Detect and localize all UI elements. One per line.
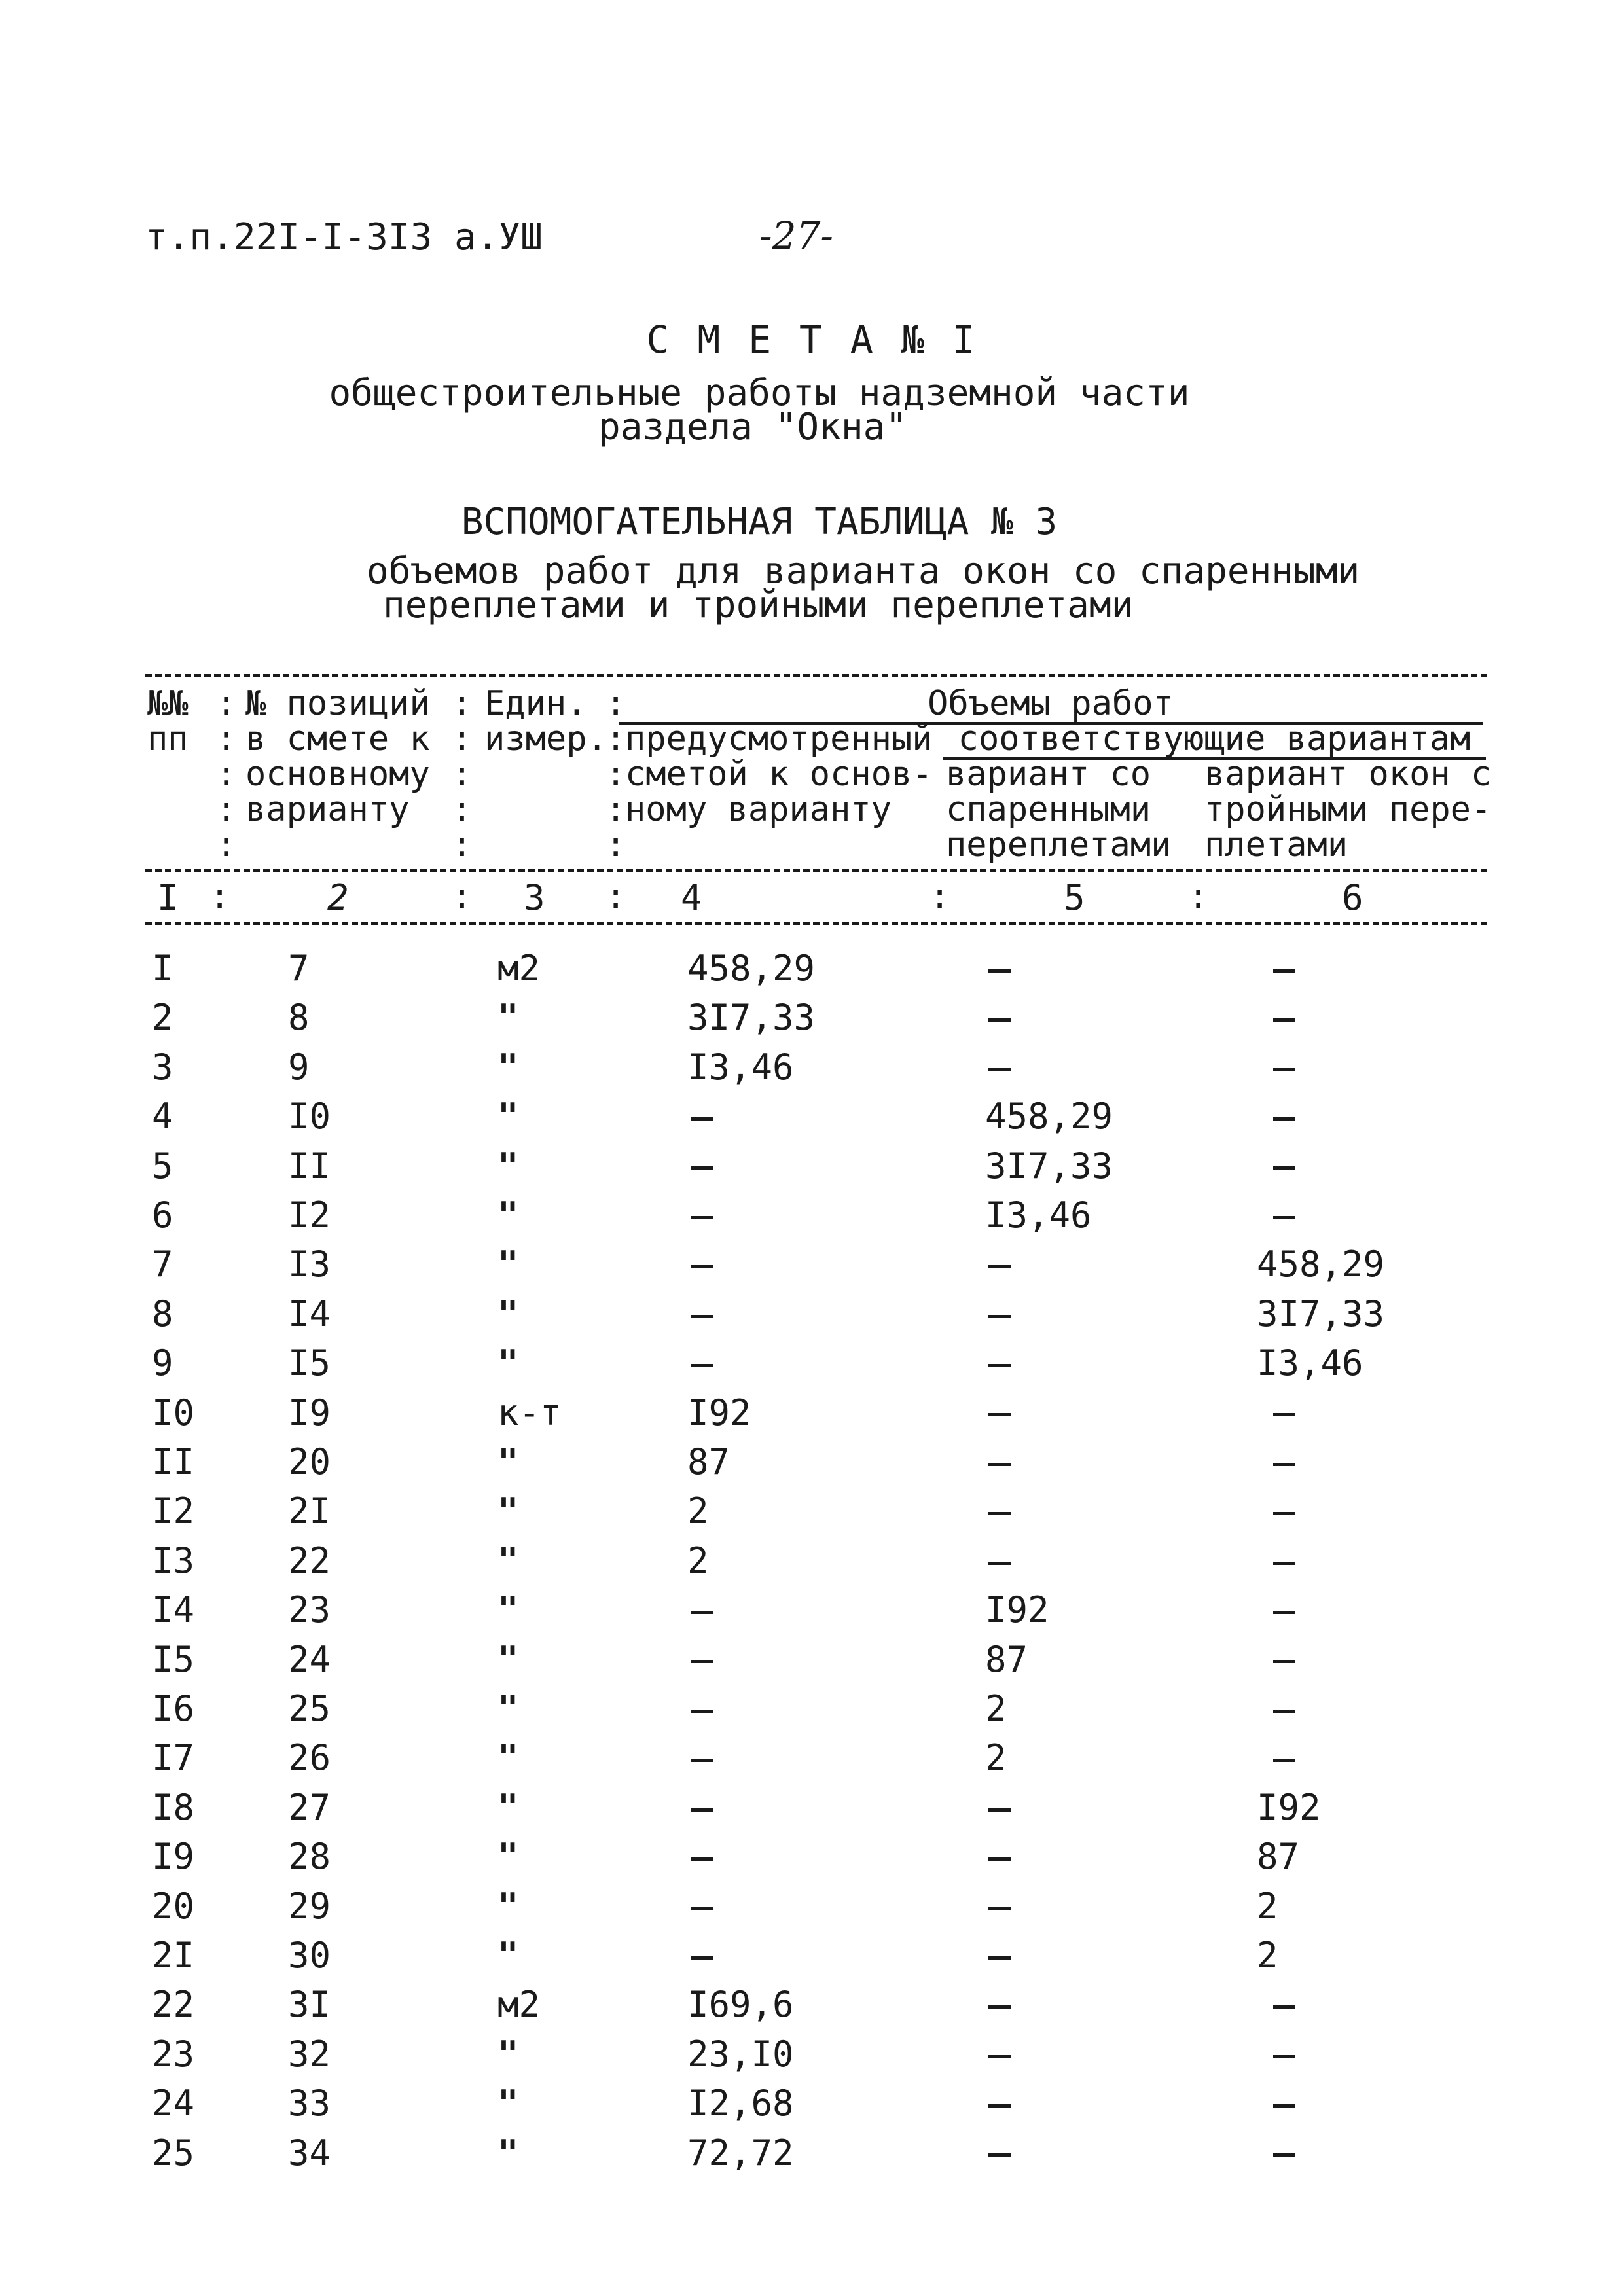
cell-row-number: 22 bbox=[152, 1984, 195, 2026]
cell-row-number: 7 bbox=[152, 1244, 173, 1285]
cell-base-volume: I3,46 bbox=[687, 1046, 794, 1088]
column-header-group: Объемы работ bbox=[928, 684, 1174, 723]
column-separator: : bbox=[929, 877, 950, 916]
cell-position: 24 bbox=[288, 1638, 331, 1680]
cell-position: II bbox=[288, 1145, 331, 1187]
column-header-base-estimate: предусмотренный сметой к основ- ному варианту bbox=[625, 719, 933, 829]
cell-base-volume bbox=[691, 1836, 713, 1877]
cell-triple-volume bbox=[1273, 1441, 1295, 1482]
cell-base-volume bbox=[691, 1589, 713, 1630]
cell-row-number: I2 bbox=[152, 1490, 195, 1532]
cell-position: 34 bbox=[288, 2132, 331, 2174]
cell-paired-volume bbox=[988, 1490, 1011, 1532]
cell-triple-volume bbox=[1273, 1688, 1295, 1729]
cell-base-volume: 2 bbox=[687, 1490, 709, 1532]
cell-paired-volume: 458,29 bbox=[985, 1096, 1113, 1138]
cell-position: 28 bbox=[288, 1836, 331, 1878]
cell-paired-volume: 2 bbox=[985, 1737, 1007, 1779]
cell-triple-volume bbox=[1273, 2132, 1295, 2174]
cell-paired-volume bbox=[988, 1984, 1011, 2025]
column-separator: : : : : : bbox=[452, 684, 473, 865]
cell-triple-volume: 2 bbox=[1257, 1885, 1278, 1927]
column-number: 5 bbox=[1064, 877, 1085, 918]
cell-base-volume: 87 bbox=[687, 1441, 731, 1482]
cell-triple-volume bbox=[1273, 1145, 1295, 1187]
cell-row-number: 5 bbox=[152, 1145, 173, 1187]
document-title: С М Е Т А № I bbox=[646, 317, 978, 362]
cell-position: 7 bbox=[288, 948, 310, 989]
cell-base-volume: 3I7,33 bbox=[687, 997, 816, 1039]
column-header-paired-variant: вариант со спаренными переплетами bbox=[946, 755, 1172, 865]
cell-unit: " bbox=[497, 1836, 519, 1878]
cell-triple-volume bbox=[1273, 2083, 1295, 2124]
cell-row-number: I4 bbox=[152, 1589, 195, 1631]
cell-base-volume bbox=[691, 1737, 713, 1778]
cell-paired-volume: I92 bbox=[985, 1589, 1049, 1631]
cell-unit: " bbox=[497, 997, 519, 1039]
cell-position: 29 bbox=[288, 1885, 331, 1927]
column-separator: : bbox=[605, 877, 626, 916]
cell-unit: " bbox=[497, 1935, 519, 1976]
column-separator: : : : : : bbox=[216, 684, 237, 865]
cell-paired-volume bbox=[988, 1441, 1011, 1482]
cell-base-volume bbox=[691, 1935, 713, 1976]
cell-unit: " bbox=[497, 1539, 519, 1581]
cell-row-number: 4 bbox=[152, 1096, 173, 1138]
cell-base-volume bbox=[691, 1145, 713, 1187]
cell-row-number: 8 bbox=[152, 1293, 173, 1335]
cell-triple-volume bbox=[1273, 948, 1295, 989]
cell-base-volume bbox=[691, 1342, 713, 1384]
cell-row-number: I bbox=[152, 948, 173, 989]
cell-position: 2I bbox=[288, 1490, 331, 1532]
cell-unit: " bbox=[497, 1885, 519, 1927]
table-caption-line1: объемов работ для варианта окон со спаренными bbox=[367, 550, 1360, 592]
cell-triple-volume: I92 bbox=[1257, 1786, 1321, 1828]
cell-paired-volume bbox=[988, 2132, 1011, 2174]
cell-base-volume bbox=[691, 1096, 713, 1137]
document-subtitle-line1: общестроительные работы надземной части bbox=[329, 372, 1190, 414]
cell-paired-volume bbox=[988, 1392, 1011, 1433]
cell-base-volume bbox=[691, 1886, 713, 1927]
cell-base-volume: 23,I0 bbox=[687, 2033, 794, 2075]
cell-triple-volume bbox=[1273, 1984, 1295, 2025]
cell-triple-volume bbox=[1273, 1047, 1295, 1088]
cell-paired-volume: 2 bbox=[985, 1688, 1007, 1729]
cell-position: I0 bbox=[288, 1096, 331, 1138]
cell-row-number: 23 bbox=[152, 2033, 195, 2075]
cell-row-number: 6 bbox=[152, 1194, 173, 1236]
cell-position: 33 bbox=[288, 2083, 331, 2125]
cell-row-number: 9 bbox=[152, 1342, 173, 1384]
cell-unit: м2 bbox=[497, 1984, 541, 2026]
cell-position: I3 bbox=[288, 1244, 331, 1285]
column-separator: : bbox=[1188, 877, 1209, 916]
cell-position: 23 bbox=[288, 1589, 331, 1631]
cell-base-volume: I92 bbox=[687, 1391, 751, 1433]
table-caption-line2: переплетами и тройными переплетами bbox=[383, 584, 1134, 626]
cell-triple-volume: 3I7,33 bbox=[1257, 1293, 1385, 1335]
cell-paired-volume: 87 bbox=[985, 1638, 1028, 1680]
cell-unit: " bbox=[497, 1046, 519, 1088]
cell-row-number: I9 bbox=[152, 1836, 195, 1878]
cell-position: 26 bbox=[288, 1737, 331, 1779]
cell-unit: м2 bbox=[497, 948, 541, 989]
page-number: -27- bbox=[759, 213, 833, 258]
cell-base-volume bbox=[691, 1639, 713, 1680]
cell-row-number: 2 bbox=[152, 997, 173, 1039]
cell-row-number: 2I bbox=[152, 1935, 195, 1976]
cell-base-volume: 72,72 bbox=[687, 2132, 794, 2174]
cell-base-volume bbox=[691, 1787, 713, 1828]
document-code: т.п.22I-I-3I3 а.УШ bbox=[145, 216, 543, 259]
cell-base-volume bbox=[691, 1688, 713, 1729]
cell-paired-volume bbox=[988, 1244, 1011, 1285]
cell-paired-volume bbox=[988, 1787, 1011, 1828]
cell-triple-volume: 458,29 bbox=[1257, 1244, 1385, 1285]
column-number: 3 bbox=[524, 877, 545, 918]
cell-unit: " bbox=[497, 1194, 519, 1236]
cell-unit: " bbox=[497, 1737, 519, 1779]
cell-triple-volume bbox=[1273, 1392, 1295, 1433]
column-header-row-number: №№ пп bbox=[147, 684, 189, 759]
cell-triple-volume: 2 bbox=[1257, 1935, 1278, 1976]
cell-unit: " bbox=[497, 1244, 519, 1285]
column-number-rule bbox=[145, 922, 1487, 925]
cell-paired-volume bbox=[988, 2083, 1011, 2124]
cell-paired-volume bbox=[988, 1935, 1011, 1976]
cell-triple-volume bbox=[1273, 997, 1295, 1038]
cell-base-volume bbox=[691, 1293, 713, 1335]
cell-base-volume: 2 bbox=[687, 1539, 709, 1581]
cell-paired-volume bbox=[988, 1047, 1011, 1088]
cell-triple-volume bbox=[1273, 1490, 1295, 1532]
document-subtitle-line2: раздела "Окна" bbox=[598, 406, 907, 448]
cell-row-number: I7 bbox=[152, 1737, 195, 1779]
cell-base-volume: 458,29 bbox=[687, 948, 816, 989]
cell-row-number: I0 bbox=[152, 1391, 195, 1433]
column-header-position: № позиций в смете к основному варианту bbox=[245, 684, 430, 829]
cell-unit: " bbox=[497, 1293, 519, 1335]
cell-triple-volume bbox=[1273, 1194, 1295, 1236]
cell-paired-volume bbox=[988, 1342, 1011, 1384]
cell-triple-volume bbox=[1273, 1540, 1295, 1581]
column-separator: : bbox=[209, 877, 230, 916]
cell-unit: " bbox=[497, 1441, 519, 1482]
cell-triple-volume bbox=[1273, 1639, 1295, 1680]
column-separator: : : : : : bbox=[605, 684, 626, 865]
cell-row-number: 24 bbox=[152, 2083, 195, 2125]
cell-paired-volume bbox=[988, 1886, 1011, 1927]
cell-position: 27 bbox=[288, 1786, 331, 1828]
cell-row-number: I6 bbox=[152, 1688, 195, 1729]
cell-position: 9 bbox=[288, 1046, 310, 1088]
cell-position: 32 bbox=[288, 2033, 331, 2075]
column-number: I bbox=[157, 877, 179, 918]
cell-paired-volume bbox=[988, 948, 1011, 989]
cell-row-number: I8 bbox=[152, 1786, 195, 1828]
cell-unit: " bbox=[497, 2132, 519, 2174]
cell-position: 25 bbox=[288, 1688, 331, 1729]
column-header-triple-variant: вариант окон с тройными пере- плетами bbox=[1204, 755, 1492, 865]
cell-unit: " bbox=[497, 1589, 519, 1631]
cell-row-number: I3 bbox=[152, 1539, 195, 1581]
cell-triple-volume: I3,46 bbox=[1257, 1342, 1363, 1384]
cell-base-volume bbox=[691, 1194, 713, 1236]
cell-row-number: 3 bbox=[152, 1046, 173, 1088]
cell-unit: " bbox=[497, 1688, 519, 1729]
cell-row-number: 20 bbox=[152, 1885, 195, 1927]
cell-triple-volume bbox=[1273, 2034, 1295, 2075]
cell-unit: " bbox=[497, 1490, 519, 1532]
column-number: 4 bbox=[681, 877, 702, 918]
cell-paired-volume bbox=[988, 997, 1011, 1038]
cell-base-volume: I2,68 bbox=[687, 2083, 794, 2125]
cell-paired-volume: I3,46 bbox=[985, 1194, 1092, 1236]
cell-unit: " bbox=[497, 1145, 519, 1187]
column-separator: : bbox=[452, 877, 473, 916]
header-bottom-rule bbox=[145, 869, 1487, 872]
table-top-rule bbox=[145, 674, 1487, 677]
cell-position: 30 bbox=[288, 1935, 331, 1976]
column-header-unit: Един. измер. bbox=[484, 684, 607, 759]
cell-position: I5 bbox=[288, 1342, 331, 1384]
cell-position: 20 bbox=[288, 1441, 331, 1482]
cell-paired-volume bbox=[988, 1540, 1011, 1581]
table-heading: ВСПОМОГАТЕЛЬНАЯ ТАБЛИЦА № 3 bbox=[461, 501, 1058, 543]
cell-position: I9 bbox=[288, 1391, 331, 1433]
cell-unit: " bbox=[497, 1638, 519, 1680]
cell-position: I2 bbox=[288, 1194, 331, 1236]
cell-position: 3I bbox=[288, 1984, 331, 2026]
cell-unit: " bbox=[497, 1786, 519, 1828]
cell-triple-volume: 87 bbox=[1257, 1836, 1300, 1878]
cell-paired-volume: 3I7,33 bbox=[985, 1145, 1113, 1187]
column-number: 2 bbox=[327, 877, 349, 918]
cell-paired-volume bbox=[988, 1293, 1011, 1335]
cell-unit: " bbox=[497, 1342, 519, 1384]
column-number: 6 bbox=[1342, 877, 1363, 918]
cell-triple-volume bbox=[1273, 1096, 1295, 1137]
cell-unit: " bbox=[497, 1096, 519, 1138]
cell-paired-volume bbox=[988, 1836, 1011, 1877]
cell-base-volume: I69,6 bbox=[687, 1984, 794, 2026]
cell-position: I4 bbox=[288, 1293, 331, 1335]
cell-paired-volume bbox=[988, 2034, 1011, 2075]
cell-row-number: I5 bbox=[152, 1638, 195, 1680]
cell-triple-volume bbox=[1273, 1737, 1295, 1778]
cell-base-volume bbox=[691, 1244, 713, 1285]
cell-position: 22 bbox=[288, 1539, 331, 1581]
cell-triple-volume bbox=[1273, 1589, 1295, 1630]
cell-position: 8 bbox=[288, 997, 310, 1039]
cell-unit: " bbox=[497, 2033, 519, 2075]
column-header-subgroup: соответствующие вариантам bbox=[958, 719, 1471, 759]
cell-unit: " bbox=[497, 2083, 519, 2125]
cell-row-number: 25 bbox=[152, 2132, 195, 2174]
cell-row-number: II bbox=[152, 1441, 195, 1482]
cell-unit: к-т bbox=[497, 1391, 562, 1433]
